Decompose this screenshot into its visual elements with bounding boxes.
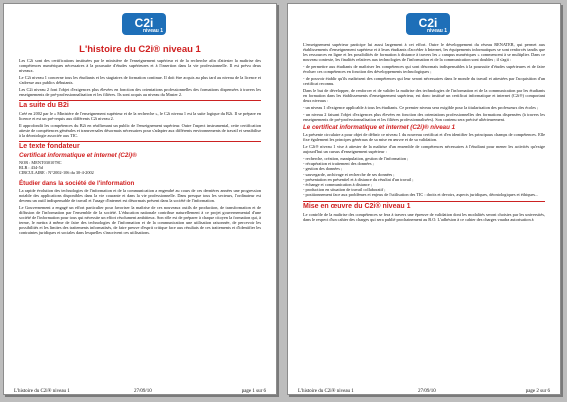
footer-doc-title: L'histoire du C2i® niveau 1 [14, 389, 70, 394]
list-item: - recherche, création, manipulation, gestion de l'information ; [303, 156, 409, 161]
footer-doc-title: L'histoire du C2i® niveau 1 [298, 389, 354, 394]
list-item: - gestion des données ; [303, 166, 343, 172]
section-heading-suite-b2i: La suite du B2i [19, 100, 261, 109]
page2-paragraph-1: L'enseignement supérieur participe lui aussi largement à cet effort. Outre le développement du réseau RENATER, qui permet aux établissements d'enseignement supérieur et à leurs étudiants d'accéder à Internet, les équipements informatiques se sont renforcés tandis que les ressources en ligne et les possibilités de formation à distance à travers les « campus numériques » commencent à se multiplier. Dans ce nouveau contexte, les finalités relatives aux technologies de l'information et de la communication sont doubles ; il s'agit : [303, 42, 545, 62]
c2i-logo [122, 13, 166, 35]
footer-date: 27/09/10 [418, 389, 436, 394]
section-heading-mise-en-oeuvre: Mise en œuvre du C2i® niveau 1 [303, 201, 545, 210]
rlr-line: RLR : 434-5d [19, 165, 43, 171]
logo-subtext: niveau 1 [426, 28, 447, 34]
subheading-etudier: Étudier dans la société de l'information [19, 179, 135, 187]
suite-paragraph-1: Créé en 2002 par le « Ministère de l'enseignement supérieur et de la recherche », le C2i niveau 1 est la suite logique du B2i. Il se prépare en licence et est un pré-requis aux différents C2i niveau 2. [19, 111, 261, 121]
suite-paragraph-2: Il approfondit les compétences du B2i en réaffirmant un public de l'enseignement supérieur. Outre l'aspect instrumental, cette certification atteste de compétences générales et transversales désormais nécessaires pour s'adapter aux différents environnements de travail et sensibilise à la déontologie associée aux TIC. [19, 123, 261, 138]
c2i-logo [406, 13, 450, 35]
list-item: - positionnement face aux problèmes et enjeux de l'utilisation des TIC : droits et devoirs, aspects juridiques, déontologiques et éthiques... [303, 192, 539, 198]
document-page-1 [3, 3, 277, 395]
page-1-content [19, 44, 261, 378]
logo-subtext: niveau 1 [142, 28, 163, 34]
logo-text: C2i [134, 16, 154, 30]
page2-bullet-4: - un niveau 2 faisant l'objet d'exigences plus élevées en fonction des orientations professionnelles des formations dispensées (à travers les enseignements de pré-professionnalisation et les filières professionnalisées). Son contenu sera précisé ultérieurement. [303, 112, 545, 122]
etudier-paragraph-1: La rapide évolution des technologies de l'information et de la communication a engendré au cours de ces dernières années une progression notable des applications disponibles dans la vie courante et dans la vie professionnelle. Dans presque tous les secteurs, l'ordinateur est devenu un outil indispensable de travail et l'usage d'internet est désormais présent dans la société de l'information. [19, 187, 261, 203]
nor-line: NOR : MENT0301078C [19, 160, 62, 165]
page2-bullet-2: - de pouvoir établir qu'ils maîtrisent des compétences qui leur seront nécessaires dans le monde du travail et attestées par l'acquisition d'un certificat reconnu. [303, 76, 545, 86]
logo-text: C2i [418, 16, 438, 30]
footer-page-number: page 1 sur 6 [241, 389, 266, 394]
list-item: - récupération et traitement des données ; [303, 161, 374, 167]
list-item: - production en situation de travail collaboratif ; [303, 187, 386, 193]
page-title: L'histoire du C2i® niveau 1 [79, 44, 201, 55]
page2-bullet-1: - de permettre aux étudiants de maîtriser les compétences qui sont désormais indispensables à la poursuite d'études supérieures et de faire évoluer ces compétences en fonction des développements technologiques ; [303, 64, 545, 74]
intro-paragraph-1: Les C2i sont des certifications instituées par le ministère de l'enseignement supérieur et de la recherche afin d'attester la maîtrise des compétences numériques nécessaires à la poursuite d'études supérieures et à l'insertion dans la vie professionnelle. Il est prévu deux niveaux. [19, 58, 261, 73]
page2-paragraph-2: Dans le but de développer, de renforcer et de valider la maîtrise des technologies de l'information et de la communication par les étudiants en formation dans les établissements d'enseignement supérieur, est donc institué un certificat informatique et internet (C2i®) comportant deux niveaux : [303, 88, 545, 103]
page2-bullet-3: - un niveau 1 d'exigence applicable à tous les étudiants. Ce premier niveau sera exigible pour la titularisation des professeurs des écoles ; [303, 105, 539, 110]
footer-page-number: page 2 sur 6 [525, 389, 550, 394]
subheading-certificat: Certificat informatique et internet (C2i)® [19, 152, 137, 159]
page-2-content [303, 42, 545, 378]
list-item: - échange et communication à distance ; [303, 182, 372, 188]
list-item: - présentation en présentiel et à distance du résultat d'un travail ; [303, 176, 414, 182]
intro-paragraph-2: Le C2i niveau 1 concerne tous les étudiants et les stagiaires de formation continue. Il doit être acquis au plus tard au niveau de la licence et s'adresse aux publics débutants. [19, 75, 261, 85]
circulaire-line: CIRCULAIRE : N°2002-106 du 30-4-2002 [19, 170, 94, 176]
section-heading-texte-fondateur: Le texte fondateur [19, 141, 261, 150]
subheading-c2i-niveau1: Le certificat informatique et internet (C2i)® niveau 1 [303, 124, 456, 131]
competence-list [303, 156, 545, 198]
intro-paragraph-3: Les C2i niveau 2 font l'objet d'exigences plus élevées en fonction des orientations professionnelles des formations dispensées à travers les enseignements de pré-professionnalisation et les filières. Ils sont acquis au niveau du Master 2. [19, 87, 261, 97]
mise-en-oeuvre-paragraph: Le contrôle de la maîtrise des compétences se fera à travers une épreuve de validation dont les modalités seront choisies par les universités, dans le respect d'un cahier des charges qui sera publié prochainement au B.O. L'adhésion à ce cahier des charges vaudra autorisation à [303, 211, 545, 222]
document-page-2 [287, 3, 561, 395]
footer-date: 27/09/10 [134, 389, 152, 394]
etudier-paragraph-2: Le Gouvernement a engagé un effort particulier pour favoriser la maîtrise de ces nouveaux outils de production, de transformation et de diffusion de l'information par l'ensemble de la société. L'éducation nationale contribue naturellement à ce projet gouvernemental d'une société de l'information pour tous qui nécessite un effort résolument ambitieux. Son rôle est de préparer à chaque citoyen la formation qui, à terme, le mettra à même de faire des technologies de l'information et de la communication une utilisation raisonnée, de percevoir les possibilités et les limites des traitements informatisés, de faire preuve d'esprit critique face aux résultats de ces traitements et d'identifier les contraintes juridiques et sociales dans lesquelles s'inscrivent ces utilisations. [19, 204, 261, 235]
list-item: - sauvegarde, archivage et recherche de ses données ; [303, 171, 395, 177]
c2i-paragraph-1: La présente circulaire a pour objet de définir ce niveau 1 du nouveau certificat et d'en identifier les principaux champs de compétences. Elle fixe également les principes généraux de sa mise en œuvre et de sa validation. [303, 132, 545, 142]
c2i-paragraph-2: Le C2i® niveau 1 vise à attester de la maîtrise d'un ensemble de compétences nécessaires à l'étudiant pour mener les activités qu'exige aujourd'hui un cursus d'enseignement supérieur : [303, 144, 545, 154]
